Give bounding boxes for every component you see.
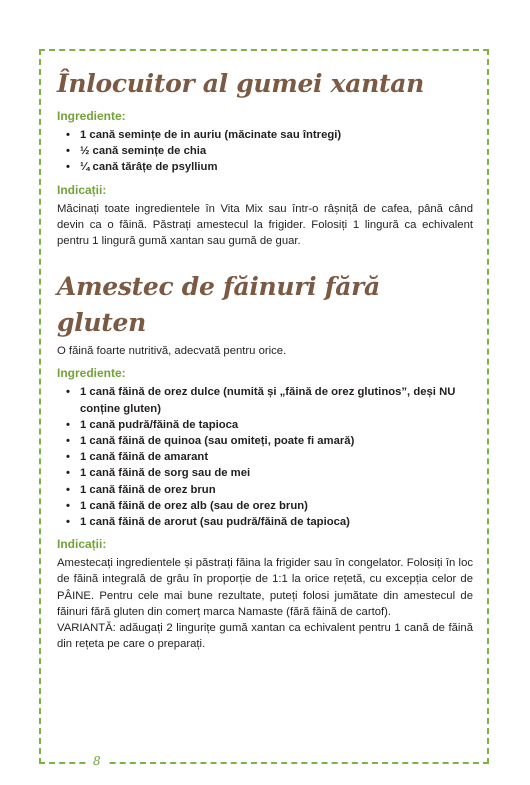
page-number: 8	[88, 754, 106, 768]
recipe-title-xanthan-substitute: Înlocuitor al gumei xantan	[57, 69, 425, 98]
directions-label: Indicații:	[57, 182, 107, 197]
directions-text: Măcinați toate ingredientele în Vita Mix sau într-o râșniță de cafea, până când devin ca o făină. Păstrați amestecul la frigider. Folosiți 1 lingură ca echivalent pentru 1 lingură gumă xantan sau gumă de guar.	[57, 202, 473, 248]
page-content	[57, 66, 473, 652]
ingredient-item: • 1 cană făină de orez dulce (numită și „făină de orez glutinos”, deși NU conține gluten)	[80, 384, 473, 416]
recipe-intro: O făină foarte nutritivă, adecvată pentru orice.	[57, 345, 287, 358]
variant-text: VARIANTĂ: adăugați 2 lingurițe gumă xantan ca echivalent pentru 1 cană de făină din rețeta pe care o preparați.	[57, 622, 473, 651]
ingredients-label: Ingrediente:	[57, 109, 126, 123]
directions-label: Indicații:	[57, 537, 107, 552]
ingredients-list	[57, 384, 473, 530]
ingredient-item: • ½ cană semințe de chia	[80, 143, 473, 159]
directions-text: Amestecați ingredientele și păstrați făina la frigider sau în congelator. Folosiți în loc de făină integrală de grâu în proporție de 1:1 la orice rețetă, cu excepția celor de PÂINE. Pentru cele mai bune rezultate, puteți folosi jumătate din amestecul de făinuri fără gluten din comerț marca Namaste (fără făină de cartof).	[57, 557, 473, 618]
ingredient-item: • 1 cană făină de arorut (sau pudră/făină de tapioca)	[80, 514, 473, 530]
ingredient-item: • 1 cană făină de quinoa (sau omiteți, poate fi amară)	[80, 433, 473, 449]
ingredient-item: • 1 cană făină de amarant	[80, 449, 473, 465]
ingredient-item: • 1 cană pudră/făină de tapioca	[80, 417, 473, 433]
ingredient-item: • ¼ cană tărâțe de psyllium	[80, 159, 473, 175]
ingredients-label: Ingrediente:	[57, 366, 126, 381]
recipe-title-gluten-free-flour-mix: Amestec de făinuri fără gluten	[57, 272, 380, 338]
ingredients-list	[57, 127, 473, 176]
ingredient-item: • 1 cană făină de orez brun	[80, 482, 473, 498]
ingredient-item: • 1 cană făină de orez alb (sau de orez brun)	[80, 498, 473, 514]
ingredient-item: • 1 cană făină de sorg sau de mei	[80, 465, 473, 481]
ingredient-item: • 1 cană semințe de in auriu (măcinate sau întregi)	[80, 127, 473, 143]
